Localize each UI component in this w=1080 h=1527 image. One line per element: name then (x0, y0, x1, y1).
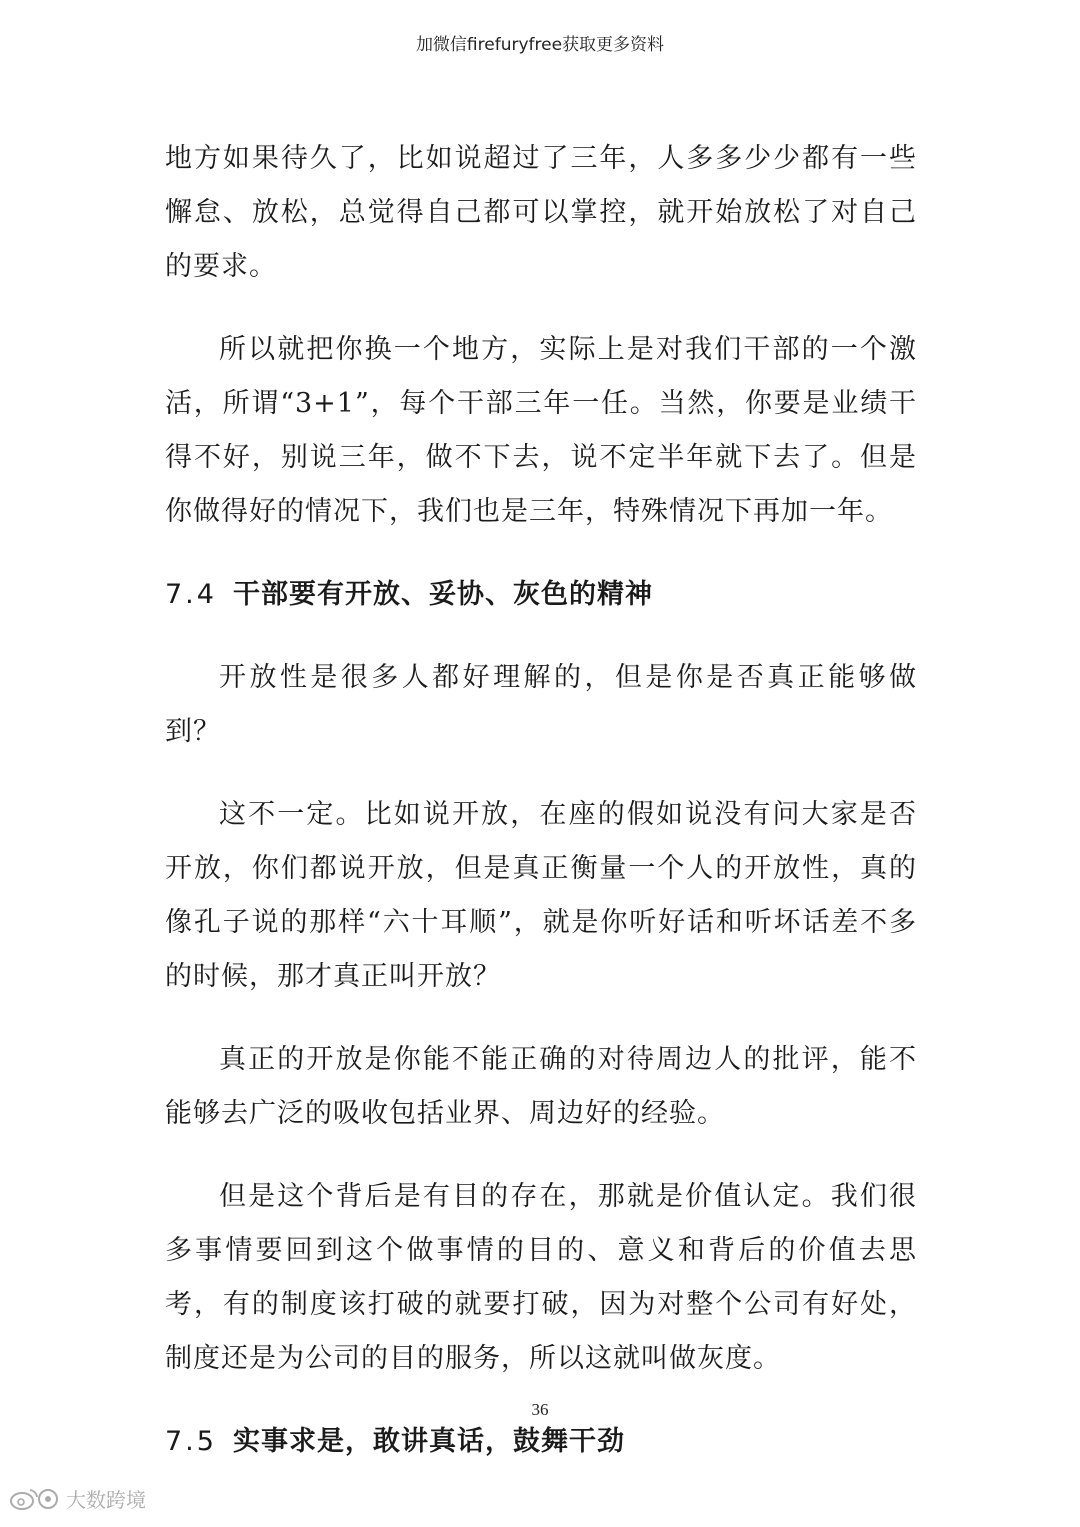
weibo-logo-icon (8, 1485, 60, 1513)
section-heading-7-4 (165, 568, 917, 622)
watermark (8, 1484, 146, 1513)
section-number: 7.4 (165, 579, 217, 610)
paragraph-6: 但是这个背后是有目的存在，那就是价值认定。我们很多事情要回到这个做事情的目的、意义和背后的价值去思考，有的制度该打破的就要打破，因为对整个公司有好处，制度还是为公司的目的服务，所以这就叫做灰度。 (165, 1181, 917, 1374)
section-number: 7.5 (165, 1426, 217, 1457)
header-note: 加微信firefuryfree获取更多资料 (415, 35, 665, 55)
paragraph-1: 地方如果待久了，比如说超过了三年，人多多少少都有一些懈怠、放松，总觉得自己都可以掌控，就开始放松了对自己的要求。 (165, 143, 917, 282)
paragraph-2: 所以就把你换一个地方，实际上是对我们干部的一个激活，所谓“3+1”，每个干部三年一任。当然，你要是业绩干得不好，别说三年，做不下去，说不定半年就下去了。但是你做得好的情况下，我们也是三年，特殊情况下再加一年。 (165, 334, 917, 527)
section-title: 干部要有开放、妥协、灰色的精神 (233, 579, 653, 610)
document-body (165, 132, 917, 1498)
paragraph-3: 开放性是很多人都好理解的，但是你是否真正能够做到？ (165, 662, 917, 747)
section-title: 实事求是，敢讲真话，鼓舞干劲 (233, 1426, 625, 1457)
paragraph-5: 真正的开放是你能不能正确的对待周边人的批评，能不能够去广泛的吸收包括业界、周边好的经验。 (165, 1044, 917, 1129)
section-heading-7-5 (165, 1415, 917, 1469)
paragraph-4: 这不一定。比如说开放，在座的假如说没有问大家是否开放，你们都说开放，但是真正衡量一个人的开放性，真的像孔子说的那样“六十耳顺”，就是你听好话和听坏话差不多的时候，那才真正叫开放？ (165, 799, 917, 992)
watermark-text: 大数跨境 (66, 1488, 146, 1512)
page-number: 36 (531, 1400, 549, 1419)
